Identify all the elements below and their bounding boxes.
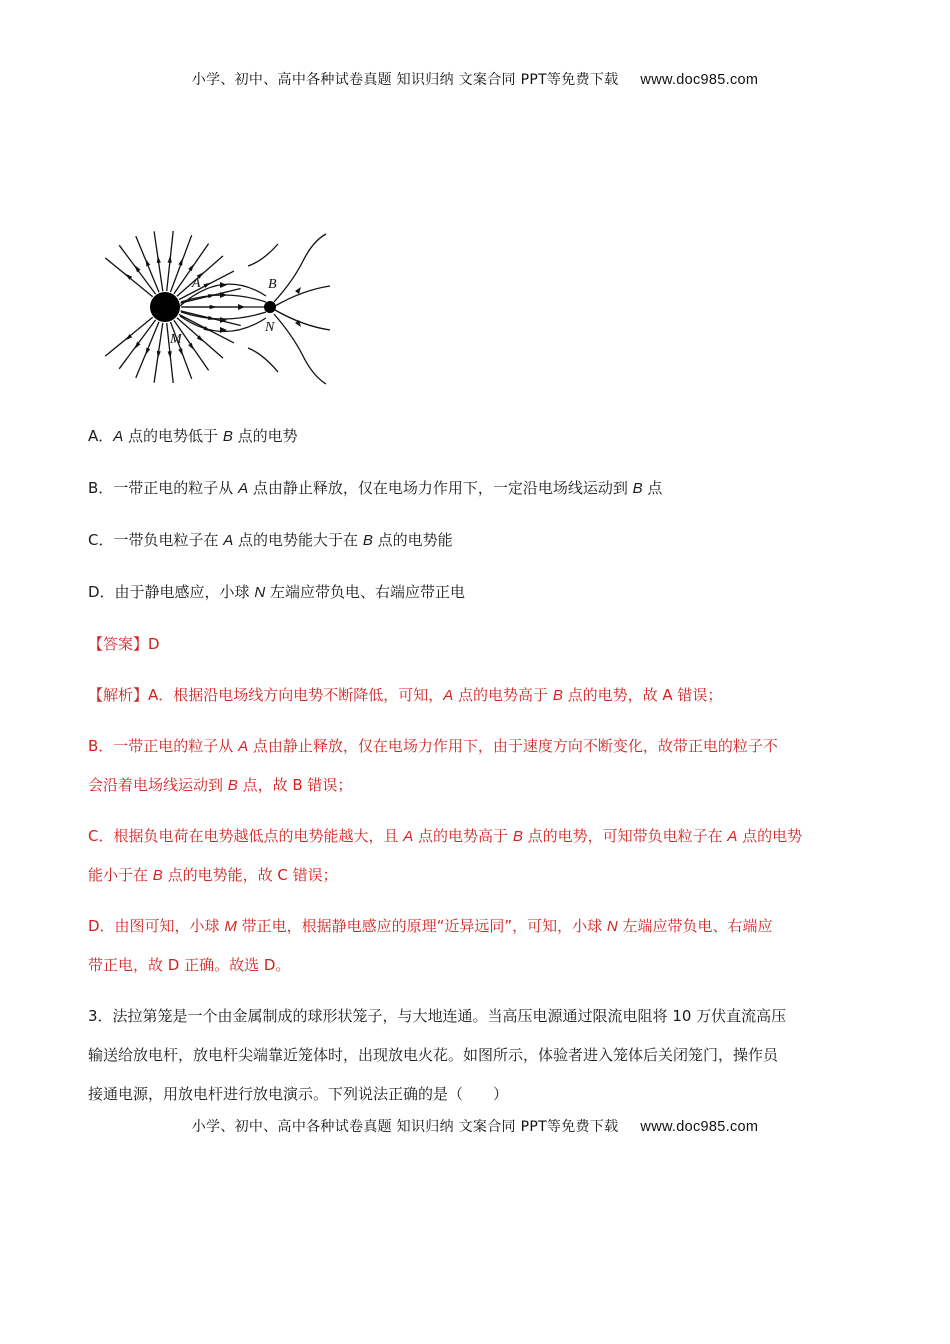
analysis-line-5: 能小于在 B 点的电势能，故 C 错误； — [88, 866, 338, 884]
question-3-line-1: 3．法拉第笼是一个由金属制成的球形状笼子，与大地连通。当高压电源通过限流电阻将 10 万伏直流高压 — [88, 1007, 787, 1025]
option-c: C．一带负电粒子在 A 点的电势能大于在 B 点的电势能 — [88, 531, 453, 549]
question-3-line-2: 输送给放电杆，放电杆尖端靠近笼体时，出现放电火花。如图所示，体验者进入笼体后关闭笼门，操作员 — [88, 1046, 779, 1064]
analysis-line-7: 带正电，故 D 正确。故选 D。 — [88, 956, 291, 974]
label-n: N — [265, 320, 275, 335]
label-b: B — [268, 277, 277, 292]
page-footer — [0, 1116, 950, 1136]
charge-n — [264, 301, 276, 313]
electric-field-diagram — [88, 226, 333, 388]
analysis-line-6: D．由图可知，小球 M 带正电，根据静电感应的原理“近异远同”，可知，小球 N 左端应带负电、右端应 — [88, 917, 773, 935]
option-b: B．一带正电的粒子从 A 点由静止释放，仅在电场力作用下，一定沿电场线运动到 B 点 — [88, 479, 663, 497]
label-a: A — [192, 276, 201, 291]
header-site-link[interactable]: www.doc985.com — [640, 72, 759, 88]
page-header — [0, 69, 950, 89]
footer-site-link[interactable]: www.doc985.com — [640, 1119, 759, 1135]
option-a: A．A 点的电势低于 B 点的电势 — [88, 427, 298, 445]
charge-m — [150, 292, 180, 322]
analysis-line-3: 会沿着电场线运动到 B 点，故 B 错误； — [88, 776, 353, 794]
answer: 【答案】D — [88, 635, 160, 653]
footer-text: 小学、初中、高中各种试卷真题 知识归纳 文案合同 PPT等免费下载 — [191, 1119, 619, 1135]
option-d: D．由于静电感应，小球 N 左端应带负电、右端应带正电 — [88, 583, 465, 601]
question-3-line-3: 接通电源，用放电杆进行放电演示。下列说法正确的是（ ） — [88, 1085, 509, 1103]
analysis-line-2: B．一带正电的粒子从 A 点由静止释放，仅在电场力作用下，由于速度方向不断变化，故带正电的粒子不 — [88, 737, 778, 755]
analysis-line-1: 【解析】A．根据沿电场线方向电势不断降低，可知，A 点的电势高于 B 点的电势，故 A 错误； — [88, 686, 723, 704]
header-text: 小学、初中、高中各种试卷真题 知识归纳 文案合同 PPT等免费下载 — [191, 72, 619, 88]
label-m: M — [170, 332, 182, 347]
analysis-line-4: C．根据负电荷在电势越低点的电势能越大，且 A 点的电势高于 B 点的电势，可知带负电粒子在 A 点的电势 — [88, 827, 803, 845]
